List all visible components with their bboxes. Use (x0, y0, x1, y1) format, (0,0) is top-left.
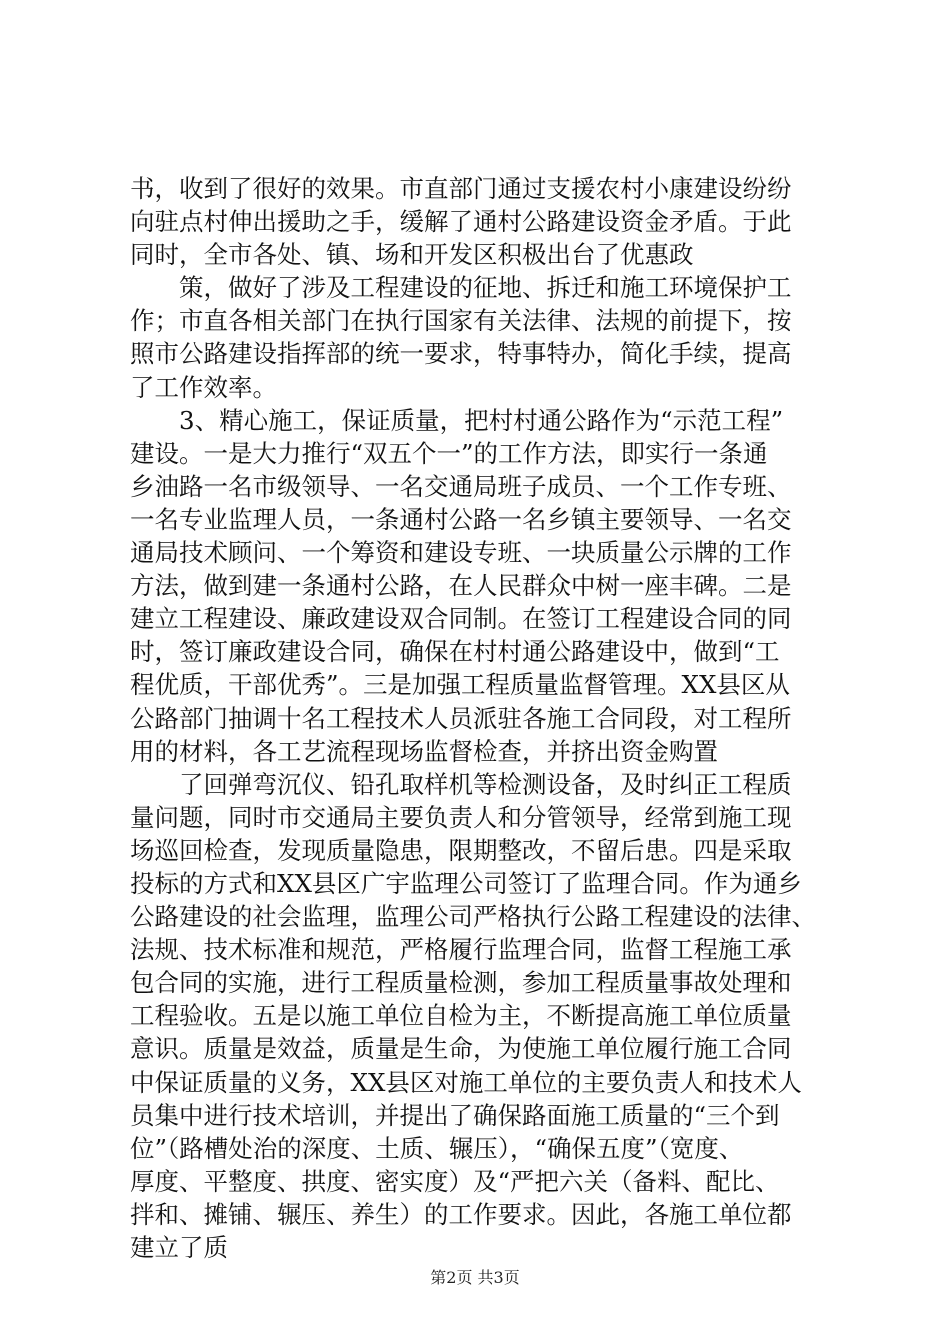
text-line: 工程验收。五是以施工单位自检为主，不断提高施工单位质量 (130, 1001, 792, 1031)
text-line: 同时，全市各处、镇、场和开发区积极出台了优惠政 (130, 240, 694, 270)
text-line: 时，签订廉政建设合同，确保在村村通公路建设中，做到“工 (130, 637, 780, 667)
text-line: 乡油路一名市级领导、一名交通局班子成员、一个工作专班、 (130, 471, 792, 501)
text-line: 用的材料，各工艺流程现场监督检查，并挤出资金购置 (130, 736, 718, 766)
text-line: 意识。质量是效益，质量是生命，为使施工单位履行施工合同 (130, 1034, 792, 1064)
text-line: 公路部门抽调十名工程技术人员派驻各施工合同段，对工程所 (130, 703, 792, 733)
text-line: 照市公路建设指挥部的统一要求，特事特办，简化手续，提高 (130, 339, 792, 369)
text-line: 程优质，干部优秀”。三是加强工程质量监督管理。XX县区从 (130, 670, 790, 700)
text-line: 拌和、摊铺、辗压、养生）的工作要求。因此，各施工单位都 (130, 1199, 792, 1229)
text-line: 员集中进行技术培训，并提出了确保路面施工质量的“三个到 (130, 1100, 780, 1130)
text-line: 公路建设的社会监理，监理公司严格执行公路工程建设的法律、 (130, 902, 816, 932)
body-text (130, 172, 830, 1264)
text-line: 书，收到了很好的效果。市直部门通过支援农村小康建设纷纷 (130, 174, 792, 203)
text-line: 向驻点村伸出援助之手，缓解了通村公路建设资金矛盾。于此 (130, 207, 792, 237)
text-line: 场巡回检查，发现质量隐患，限期整改，不留后患。四是采取 (130, 835, 792, 865)
text-line: 3、精心施工，保证质量，把村村通公路作为“示范工程” (130, 405, 784, 435)
text-line: 中保证质量的义务，XX县区对施工单位的主要负责人和技术人 (130, 1067, 802, 1097)
text-line: 法规、技术标准和规范，严格履行监理合同，监督工程施工承 (130, 935, 792, 965)
text-line: 建立了质 (130, 1233, 228, 1262)
text-line: 了工作效率。 (130, 372, 277, 402)
text-line: 投标的方式和XX县区广宇监理公司签订了监理合同。作为通乡 (130, 868, 802, 898)
text-line: 策，做好了涉及工程建设的征地、拆迁和施工环境保护工 (130, 273, 792, 303)
text-line: 位”（路槽处治的深度、土质、辗压），“确保五度”（宽度、 (130, 1133, 744, 1163)
text-line: 方法，做到建一条通村公路，在人民群众中树一座丰碑。二是 (130, 571, 792, 601)
text-line: 了回弹弯沉仪、铅孔取样机等检测设备，及时纠正工程质 (130, 769, 792, 799)
text-line: 建立工程建设、廉政建设双合同制。在签订工程建设合同的同 (130, 604, 792, 634)
text-line: 量问题，同时市交通局主要负责人和分管领导，经常到施工现 (130, 802, 792, 832)
page-number-label: 第2页 共3页 (430, 1268, 520, 1287)
text-line: 包合同的实施，进行工程质量检测，参加工程质量事故处理和 (130, 968, 792, 998)
text-line: 一名专业监理人员，一条通村公路一名乡镇主要领导、一名交 (130, 504, 792, 534)
page-footer (0, 1268, 950, 1288)
text-line: 厚度、平整度、拱度、密实度）及“严把六关（备料、配比、 (130, 1166, 780, 1196)
text-line: 建设。一是大力推行“双五个一”的工作方法，即实行一条通 (130, 438, 768, 468)
text-line: 通局技术顾问、一个筹资和建设专班、一块质量公示牌的工作 (130, 538, 792, 568)
text-line: 作；市直各相关部门在执行国家有关法律、法规的前提下，按 (130, 306, 792, 336)
